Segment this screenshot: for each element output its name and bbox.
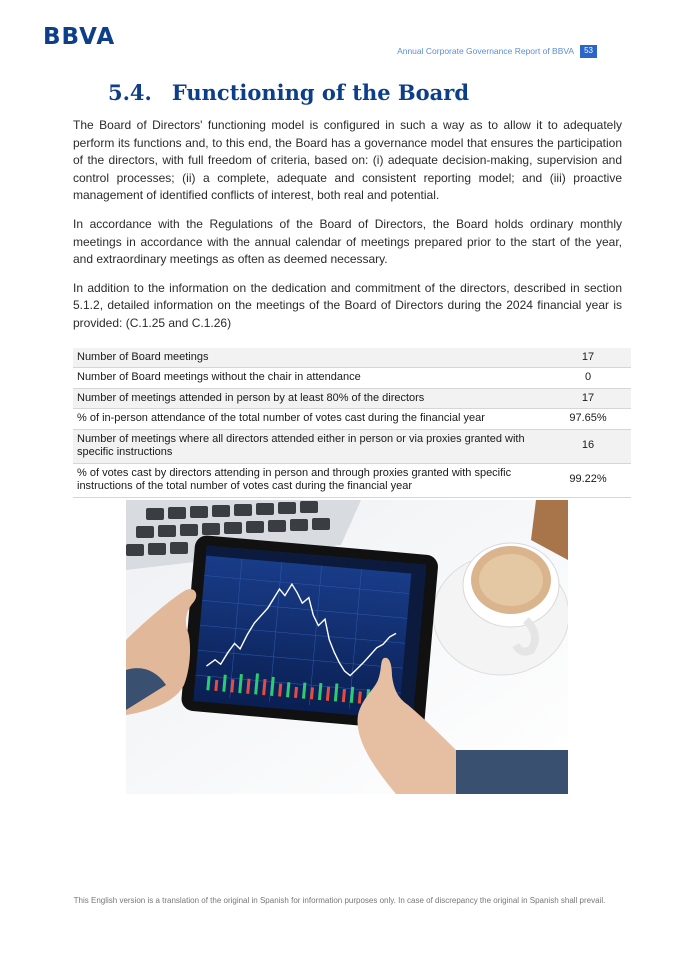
table-row bbox=[73, 429, 631, 463]
paragraph-functioning-model: The Board of Directors' functioning model is configured in such a way as to allow it to adequately perform its functions and, to this end, the Board has a governance model that ensures the participation of the directors, with full freedom of criteria, based on: (i) adequate decision-making, supervision and control processes; (ii) a complete, adequate and consistent reporting model; and (iii) proactive management of identified conflicts of interest, both real and potential. bbox=[73, 118, 622, 203]
board-meetings-table bbox=[73, 348, 631, 498]
row-label: Number of meetings where all directors attended either in person or via proxies granted with specific instructions bbox=[73, 429, 545, 463]
page-number-badge: 53 bbox=[580, 45, 597, 58]
row-value: 17 bbox=[545, 348, 631, 368]
tablet-stock-chart-photo bbox=[126, 500, 568, 794]
section-title bbox=[108, 80, 469, 105]
table-row bbox=[73, 388, 631, 409]
paragraph-meetings-info: In addition to the information on the dedication and commitment of the directors, described in section 5.1.2, detailed information on the meetings of the Board of Directors during the 2024 financial year is provided: (C.1.25 and C.1.26) bbox=[73, 280, 622, 330]
table-row bbox=[73, 463, 631, 497]
report-title: Annual Corporate Governance Report of BBVA bbox=[397, 46, 575, 57]
table-row bbox=[73, 348, 631, 368]
table-row bbox=[73, 368, 631, 389]
footer-disclaimer: This English version is a translation of the original in Spanish for information purposes only. In case of discrepancy the original in Spanish shall prevail. bbox=[73, 896, 606, 905]
row-label: Number of meetings attended in person by at least 80% of the directors bbox=[73, 388, 545, 409]
report-header bbox=[397, 45, 597, 58]
row-label: % of votes cast by directors attending in person and through proxies granted with specific instructions of the total number of votes cast during the financial year bbox=[73, 463, 545, 497]
paragraph-regulations: In accordance with the Regulations of the Board of Directors, the Board holds ordinary monthly meetings in accordance with the annual calendar of meetings prepared prior to the start of the year, and extraordinary meetings as often as deemed necessary. bbox=[73, 216, 622, 267]
row-value: 17 bbox=[545, 388, 631, 409]
section-number: 5.4. bbox=[108, 80, 152, 105]
row-label: Number of Board meetings without the chair in attendance bbox=[73, 368, 545, 389]
row-value: 16 bbox=[545, 429, 631, 463]
table-row bbox=[73, 409, 631, 430]
row-value: 97.65% bbox=[545, 409, 631, 430]
row-label: % of in-person attendance of the total number of votes cast during the financial year bbox=[73, 409, 545, 430]
row-label: Number of Board meetings bbox=[73, 348, 545, 368]
bbva-logo: BBVA bbox=[43, 24, 116, 50]
row-value: 99.22% bbox=[545, 463, 631, 497]
main-content bbox=[73, 117, 622, 498]
row-value: 0 bbox=[545, 368, 631, 389]
section-heading: Functioning of the Board bbox=[171, 80, 470, 105]
